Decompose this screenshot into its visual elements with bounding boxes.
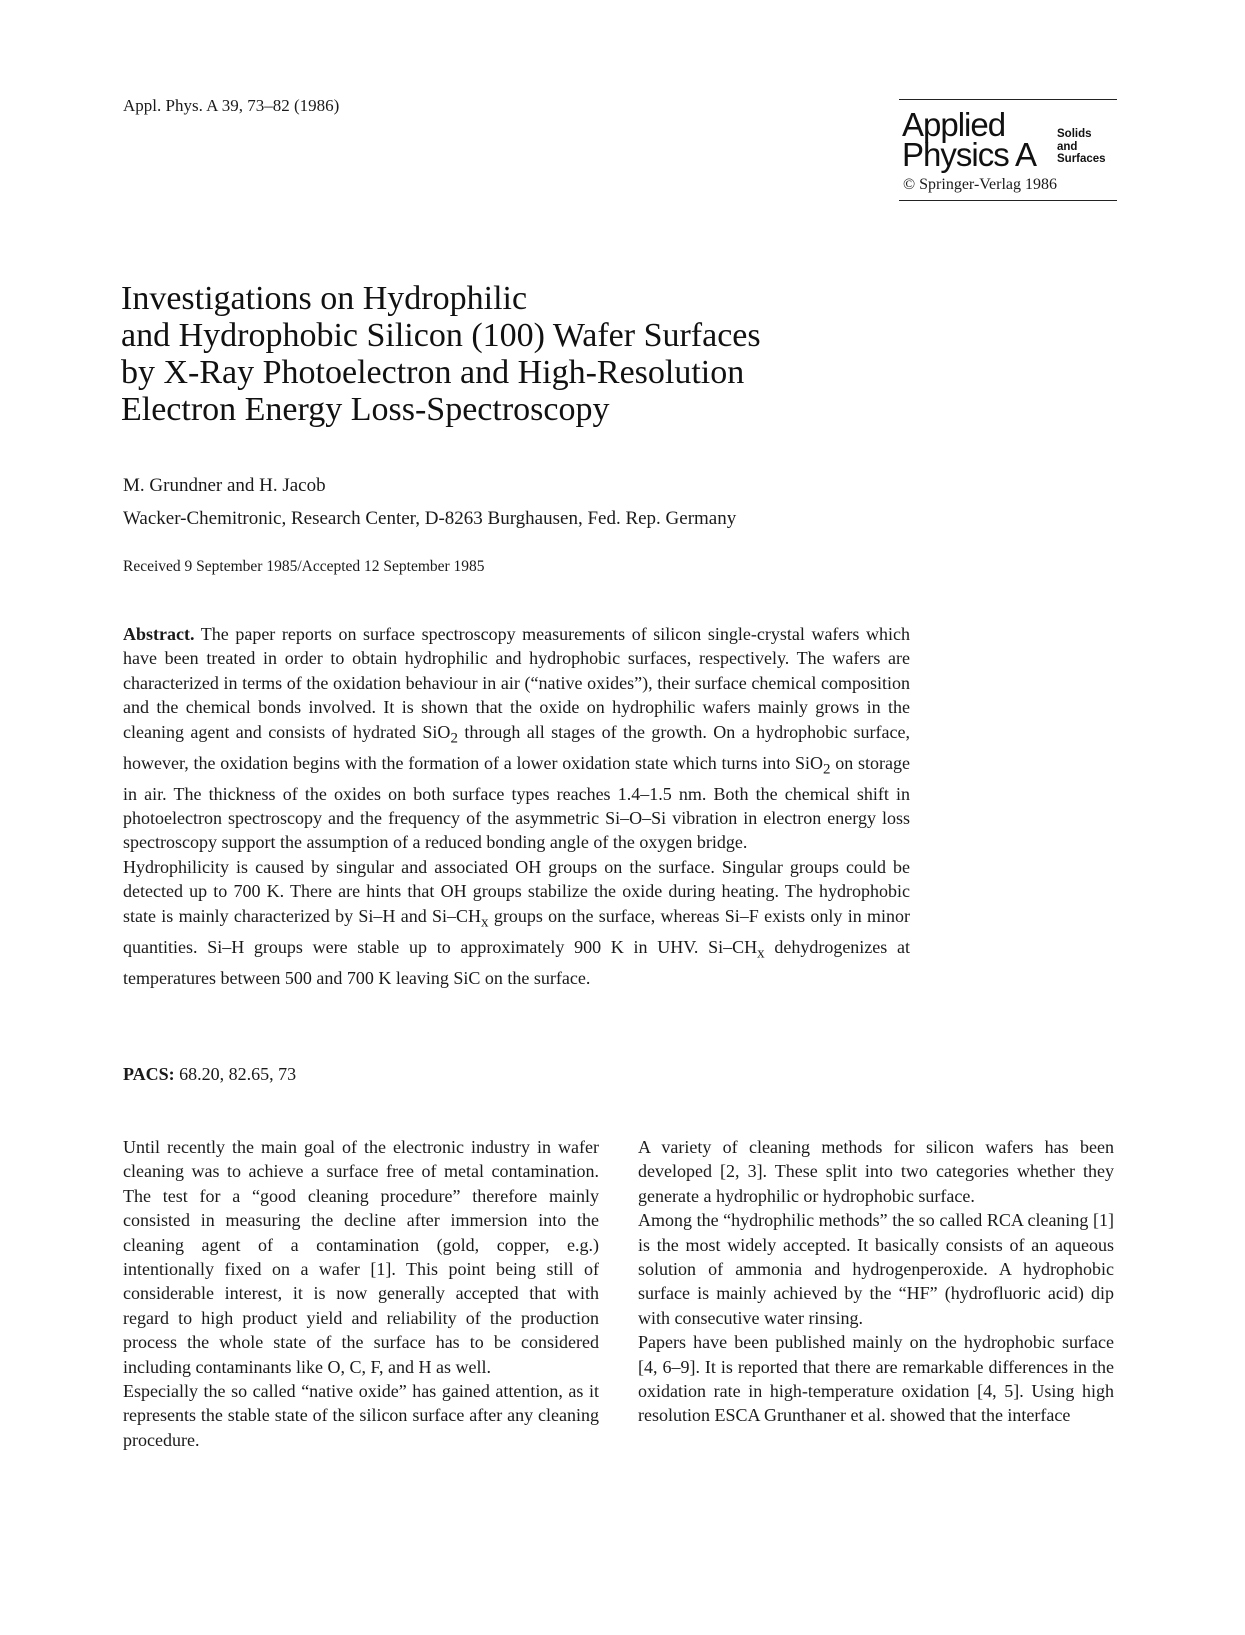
journal-name-line1: Applied: [902, 106, 1006, 143]
journal-section-line1: Solids: [1057, 128, 1092, 140]
journal-section-line3: Surfaces: [1057, 153, 1106, 165]
journal-section-line2: and: [1057, 141, 1078, 153]
subscript: 2: [450, 730, 458, 747]
pacs-value: 68.20, 82.65, 73: [174, 1064, 297, 1084]
bottom-rule: [899, 200, 1117, 201]
subscript: x: [757, 945, 765, 962]
journal-citation: Appl. Phys. A 39, 73–82 (1986): [123, 96, 340, 115]
pacs-label: PACS:: [123, 1064, 175, 1084]
article-title: [121, 280, 1001, 428]
subscript: x: [481, 914, 489, 931]
abstract-label: Abstract.: [123, 624, 195, 644]
abstract: [123, 622, 910, 990]
body-column-right: [638, 1135, 1114, 1428]
abstract-paragraph: Abstract. The paper reports on surface spectroscopy measurements of silicon single-crystal wafers which have been treated in order to obtain hydrophilic and hydrophobic surfaces, respectively. The wafers are characterized in terms of the oxidation behaviour in air (“native oxides”), their surface chemical composition and the chemical bonds involved. It is shown that the oxide on hydrophilic wafers mainly grows in the cleaning agent and consists of hydrated SiO$_2$ through all stages of the growth. On a hydrophobic surface, however, the oxidation begins with the formation of a lower oxidation state which turns into SiO$_2$ on storage in air. The thickness of the oxides on both surface types reaches 1.4–1.5 nm. Both the chemical shift in photoelectron spectroscopy and the frequency of the asymmetric Si–O–Si vibration in electron energy loss spectroscopy support the assumption of a reduced bonding angle of the oxygen bridge.: [123, 624, 910, 853]
abstract-paragraph: Hydrophilicity is caused by singular and associated OH groups on the surface. Singular groups could be detected up to 700 K. There are hints that OH groups stabilize the oxide during heating. The hydrophobic state is mainly characterized by Si–H and $Si-CH_x$ groups on the surface, whereas Si–F exists only in minor quantities. Si–H groups were stable up to approximately 900 K in UHV. $Si-CH_x$ dehydrogenizes at temperatures between 500 and 700 K leaving SiC on the surface.: [123, 856, 911, 988]
journal-name-line2: Physics A: [902, 136, 1037, 173]
body-paragraph: Especially the so called “native oxide” has gained attention, as it represents the stable state of the silicon surface after any cleaning procedure.: [123, 1381, 599, 1450]
received-date: Received 9 September 1985/Accepted 12 September 1985: [123, 558, 485, 575]
title-line: Investigations on Hydrophilic: [121, 280, 528, 317]
journal-logo-block: [899, 99, 1117, 201]
body-column-left: [123, 1135, 599, 1452]
pacs-codes: [123, 1064, 296, 1085]
authors: M. Grundner and H. Jacob: [123, 475, 326, 496]
body-paragraph: Among the “hydrophilic methods” the so called RCA cleaning [1] is the most widely accepted. It basically consists of an aqueous solution of ammonia and hydrogenperoxide. A hydrophobic surface is mainly achieved by the “HF” (hydrofluoric acid) dip with consecutive water rinsing.: [638, 1210, 1114, 1328]
body-paragraph: Until recently the main goal of the electronic industry in wafer cleaning was to achieve a surface free of metal contamination. The test for a “good cleaning procedure” therefore mainly consisted in measuring the decline after immersion into the cleaning agent of a contamination (gold, copper, e.g.) intentionally fixed on a wafer [1]. This point being still of considerable interest, it is now generally accepted that with regard to high product yield and reliability of the production process the whole state of the surface has to be considered including contaminants like O, C, F, and H as well.: [123, 1137, 599, 1377]
title-line: and Hydrophobic Silicon (100) Wafer Surfaces: [121, 317, 761, 354]
subscript: 2: [823, 761, 831, 778]
body-paragraph: Papers have been published mainly on the hydrophobic surface [4, 6–9]. It is reported that there are remarkable differences in the oxidation rate in high-temperature oxidation [4, 5]. Using high resolution ESCA Grunthaner et al. showed that the interface: [638, 1332, 1114, 1426]
title-line: by X-Ray Photoelectron and High-Resolution: [121, 354, 745, 391]
body-paragraph: A variety of cleaning methods for silicon wafers has been developed [2, 3]. These split into two categories whether they generate a hydrophilic or hydrophobic surface.: [638, 1137, 1114, 1206]
top-rule: [899, 99, 1117, 100]
journal-title: [899, 106, 1117, 172]
title-line: Electron Energy Loss-Spectroscopy: [121, 391, 610, 428]
affiliation: Wacker-Chemitronic, Research Center, D-8263 Burghausen, Fed. Rep. Germany: [123, 508, 737, 529]
journal-copyright: © Springer-Verlag 1986: [903, 176, 1058, 193]
